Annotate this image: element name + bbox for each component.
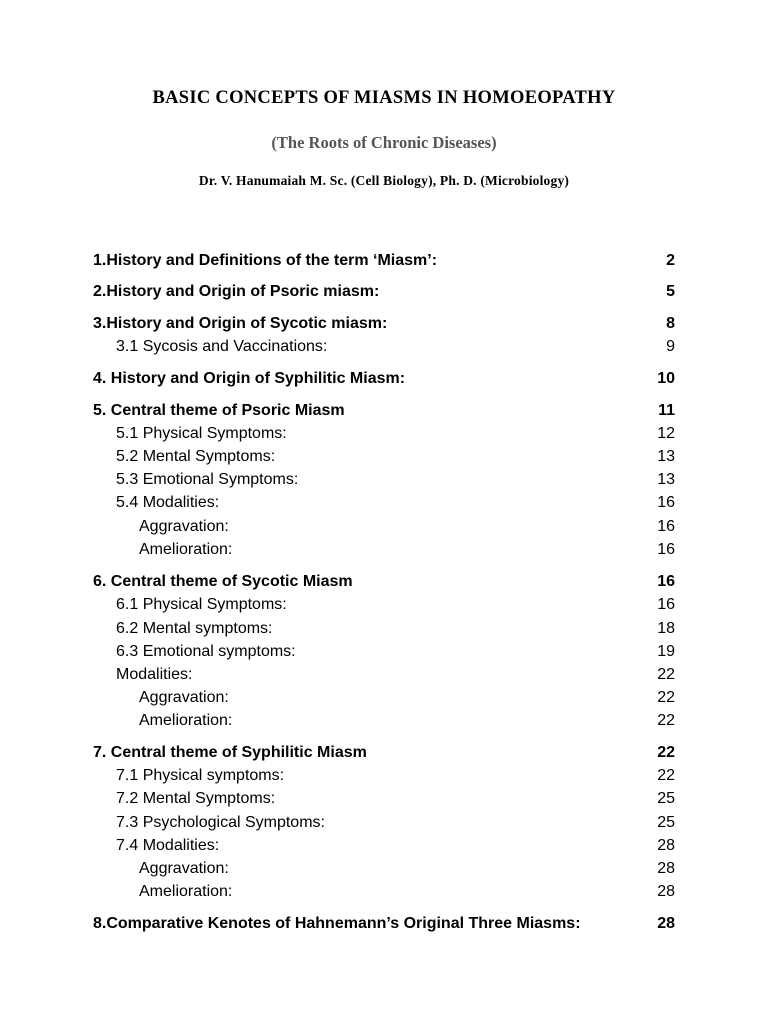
toc-entry xyxy=(0,687,768,709)
toc-entry-label: 7. Central theme of Syphilitic Miasm xyxy=(93,744,367,761)
toc-entry xyxy=(0,881,768,903)
toc-entry-label: Aggravation: xyxy=(139,518,229,535)
toc-entry-label: Modalities: xyxy=(116,666,193,683)
toc-entry-page: 22 xyxy=(657,744,675,761)
toc-entry-page: 28 xyxy=(657,837,675,854)
toc-entry xyxy=(0,858,768,880)
toc-entry-page: 5 xyxy=(666,283,675,300)
toc-entry xyxy=(0,742,768,764)
toc-entry-page: 13 xyxy=(657,448,675,465)
toc-entry xyxy=(0,664,768,686)
toc-entry-page: 22 xyxy=(657,666,675,683)
toc-entry-label: Amelioration: xyxy=(139,541,233,558)
toc-entry-label: 2.History and Origin of Psoric miasm: xyxy=(93,283,380,300)
toc-entry-page: 16 xyxy=(657,494,675,511)
toc-entry-label: 4. History and Origin of Syphilitic Miasm: xyxy=(93,370,406,387)
toc-entry xyxy=(0,368,768,390)
toc-entry-label: 6.1 Physical Symptoms: xyxy=(116,596,287,613)
toc-entry xyxy=(0,336,768,358)
toc-entry-label: 8.Comparative Kenotes of Hahnemann’s Original Three Miasms: xyxy=(93,915,581,932)
toc-entry-page: 28 xyxy=(657,860,675,877)
toc-entry xyxy=(0,492,768,514)
toc-entry xyxy=(0,281,768,303)
toc-entry-page: 22 xyxy=(657,689,675,706)
toc-entry-page: 25 xyxy=(657,790,675,807)
toc-entry-label: 5.2 Mental Symptoms: xyxy=(116,448,276,465)
toc-entry-label: Amelioration: xyxy=(139,883,233,900)
toc-entry-page: 11 xyxy=(658,402,675,419)
toc-entry xyxy=(0,618,768,640)
toc-entry xyxy=(0,710,768,732)
toc-entry-page: 16 xyxy=(657,518,675,535)
toc-entry-page: 12 xyxy=(657,425,675,442)
toc-entry-label: 5.3 Emotional Symptoms: xyxy=(116,471,299,488)
toc-entry xyxy=(0,516,768,538)
toc-entry-label: 7.2 Mental Symptoms: xyxy=(116,790,276,807)
toc-entry-page: 13 xyxy=(657,471,675,488)
toc-entry xyxy=(0,313,768,335)
toc-entry xyxy=(0,788,768,810)
document-subtitle: (The Roots of Chronic Diseases) xyxy=(271,133,497,152)
toc-entry xyxy=(0,835,768,857)
toc-entry xyxy=(0,594,768,616)
toc-entry-label: 6.3 Emotional symptoms: xyxy=(116,643,296,660)
toc-entry-label: 5. Central theme of Psoric Miasm xyxy=(93,402,345,419)
toc-entry xyxy=(0,446,768,468)
toc-entry-page: 16 xyxy=(657,541,675,558)
toc-entry-page: 16 xyxy=(657,573,675,590)
toc-entry-page: 18 xyxy=(657,620,675,637)
toc-entry-label: 3.1 Sycosis and Vaccinations: xyxy=(116,338,328,355)
toc-entry xyxy=(0,571,768,593)
toc-entry-page: 8 xyxy=(666,315,675,332)
toc-entry xyxy=(0,765,768,787)
toc-entry-label: 7.4 Modalities: xyxy=(116,837,220,854)
document-title: BASIC CONCEPTS OF MIASMS IN HOMOEOPATHY xyxy=(152,88,616,108)
toc-entry-label: 7.3 Psychological Symptoms: xyxy=(116,814,325,831)
toc-entry-label: Aggravation: xyxy=(139,860,229,877)
toc-entry xyxy=(0,250,768,272)
document-author: Dr. V. Hanumaiah M. Sc. (Cell Biology), Ph. D. (Microbiology) xyxy=(198,173,570,188)
toc-entry-label: 6. Central theme of Sycotic Miasm xyxy=(93,573,353,590)
toc-entry-label: 6.2 Mental symptoms: xyxy=(116,620,273,637)
toc-entry-page: 9 xyxy=(666,338,675,355)
toc-entry-page: 28 xyxy=(657,883,675,900)
toc-entry xyxy=(0,913,768,935)
toc-entry-page: 19 xyxy=(657,643,675,660)
toc-entry xyxy=(0,812,768,834)
toc-entry-label: 3.History and Origin of Sycotic miasm: xyxy=(93,315,388,332)
toc-entry-label: 7.1 Physical symptoms: xyxy=(116,767,285,784)
toc-entry xyxy=(0,400,768,422)
toc-entry-page: 22 xyxy=(657,712,675,729)
toc-entry xyxy=(0,423,768,445)
toc-entry-page: 16 xyxy=(657,596,675,613)
toc-entry-page: 22 xyxy=(657,767,675,784)
toc-entry-label: 5.1 Physical Symptoms: xyxy=(116,425,287,442)
toc-entry-page: 25 xyxy=(657,814,675,831)
toc-entry xyxy=(0,641,768,663)
toc-entry xyxy=(0,539,768,561)
toc-entry xyxy=(0,469,768,491)
toc-entry-label: 5.4 Modalities: xyxy=(116,494,220,511)
toc-entry-page: 28 xyxy=(657,915,675,932)
toc-entry-label: Aggravation: xyxy=(139,689,229,706)
toc-entry-page: 10 xyxy=(657,370,675,387)
toc-entry-label: 1.History and Definitions of the term ‘Miasm’: xyxy=(93,252,438,269)
toc-entry-label: Amelioration: xyxy=(139,712,233,729)
toc-entry-page: 2 xyxy=(666,252,675,269)
